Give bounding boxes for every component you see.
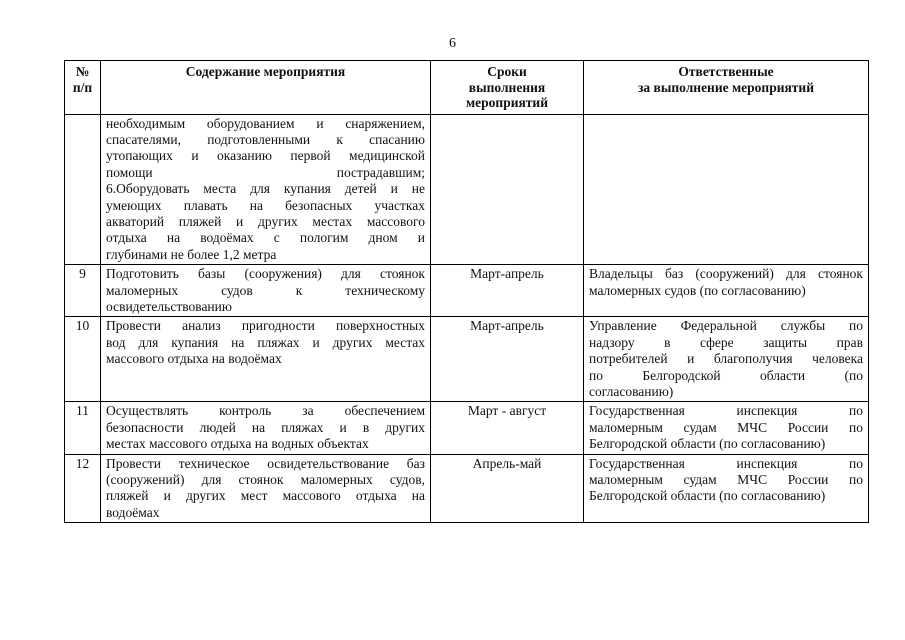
- cell-content: [101, 317, 431, 402]
- header-resp-line-1: Ответственные: [678, 64, 774, 79]
- table-row: [65, 402, 869, 454]
- cell-text-line: маломерных судов (по согласованию): [589, 282, 806, 298]
- cell-text-line: 6.Оборудовать места для купания детей и не: [106, 181, 425, 197]
- cell-text-line: Белгородской области (по согласованию): [589, 436, 826, 452]
- cell-text-line: маломерным судам МЧС России по: [589, 419, 863, 435]
- cell-term-continuation: [431, 114, 584, 265]
- cell-text-line: вод для купания на пляжах и других местах: [106, 334, 425, 350]
- table-header-row: [65, 61, 869, 115]
- cell-text-line: надзору в сфере защиты прав: [589, 334, 863, 350]
- cell-text-line: утопающих и оказанию первой медицинской: [106, 148, 425, 164]
- header-content: Содержание мероприятия: [101, 61, 431, 115]
- header-num-line-1: №: [75, 64, 90, 79]
- cell-text-line: местах массового отдыха на водных объектах: [106, 436, 369, 452]
- cell-num: 10: [65, 317, 101, 402]
- page-number: 6: [449, 36, 456, 51]
- header-term-line-2: выполнения: [468, 79, 546, 95]
- cell-num: 11: [65, 402, 101, 454]
- cell-text-line: Белгородской области (по согласованию): [589, 488, 826, 504]
- cell-text-line: Владельцы баз (сооружений) для стоянок: [589, 266, 863, 282]
- table-row: [65, 265, 869, 317]
- cell-text-line: маломерным судам МЧС России по: [589, 472, 863, 488]
- cell-text-line: маломерных судов к техническому: [106, 282, 425, 298]
- cell-num: 12: [65, 454, 101, 523]
- cell-text-line: акваторий пляжей и других местах массового: [106, 213, 425, 229]
- header-num-line-2: п/п: [72, 79, 93, 95]
- cell-text-line: согласованию): [589, 384, 674, 399]
- cell-term: Март-апрель: [431, 317, 584, 402]
- cell-resp: [584, 402, 869, 454]
- cell-text-line: Осуществлять контроль за обеспечением: [106, 403, 425, 419]
- cell-text-line: по Белгородской области (по: [589, 367, 863, 383]
- cell-num: 9: [65, 265, 101, 317]
- cell-text-line: Провести анализ пригодности поверхностных: [106, 318, 425, 334]
- cell-num-continuation: [65, 114, 101, 265]
- cell-text-line: отдыха на водоёмах с пологим дном и: [106, 230, 425, 246]
- cell-text-line: водоёмах: [106, 504, 160, 520]
- cell-resp: [584, 454, 869, 523]
- table-body: [65, 114, 869, 523]
- table-row: [65, 317, 869, 402]
- cell-text-line: Провести техническое освидетельствование баз: [106, 455, 425, 471]
- header-num: [65, 61, 101, 115]
- header-term-line-3: мероприятий: [465, 95, 548, 110]
- table-row-continuation: [65, 114, 869, 265]
- header-resp: [584, 61, 869, 115]
- cell-text-line: (сооружений) для стоянок маломерных судов,: [106, 472, 425, 488]
- cell-text-line: безопасности людей на пляжах и в других: [106, 419, 425, 435]
- cell-content: [101, 454, 431, 523]
- cell-text-line: Управление Федеральной службы по: [589, 318, 863, 334]
- cell-text-line: помощи пострадавшим;: [106, 164, 425, 180]
- cell-text-line: массового отдыха на водоёмах: [106, 351, 282, 367]
- cell-resp: [584, 317, 869, 402]
- cell-content-continuation: [101, 114, 431, 265]
- cell-text-line: Подготовить базы (сооружения) для стоянок: [106, 266, 425, 282]
- cell-resp-continuation: [584, 114, 869, 265]
- cell-term: Март-апрель: [431, 265, 584, 317]
- cell-text-line: пляжей и других мест массового отдыха на: [106, 488, 425, 504]
- header-term-line-1: Сроки: [487, 64, 527, 79]
- cell-text-line: освидетельствованию: [106, 298, 232, 314]
- cell-content: [101, 402, 431, 454]
- cell-text-line: спасателями, подготовленными к спасанию: [106, 131, 425, 147]
- cell-text-line: потребителей и благополучия человека: [589, 351, 863, 367]
- cell-text-line: умеющих плавать на безопасных участках: [106, 197, 425, 213]
- header-resp-line-2: за выполнение мероприятий: [637, 79, 814, 95]
- cell-resp: [584, 265, 869, 317]
- table-row: [65, 454, 869, 523]
- activities-table: [64, 60, 869, 523]
- cell-text-line: Государственная инспекция по: [589, 403, 863, 419]
- cell-text-line: необходимым оборудованием и снаряжением,: [106, 115, 425, 131]
- cell-term: Март - август: [431, 402, 584, 454]
- cell-text-line: Государственная инспекция по: [589, 455, 863, 471]
- header-term: [431, 61, 584, 115]
- cell-text-line: глубинами не более 1,2 метра: [106, 246, 277, 262]
- cell-term: Апрель-май: [431, 454, 584, 523]
- cell-content: [101, 265, 431, 317]
